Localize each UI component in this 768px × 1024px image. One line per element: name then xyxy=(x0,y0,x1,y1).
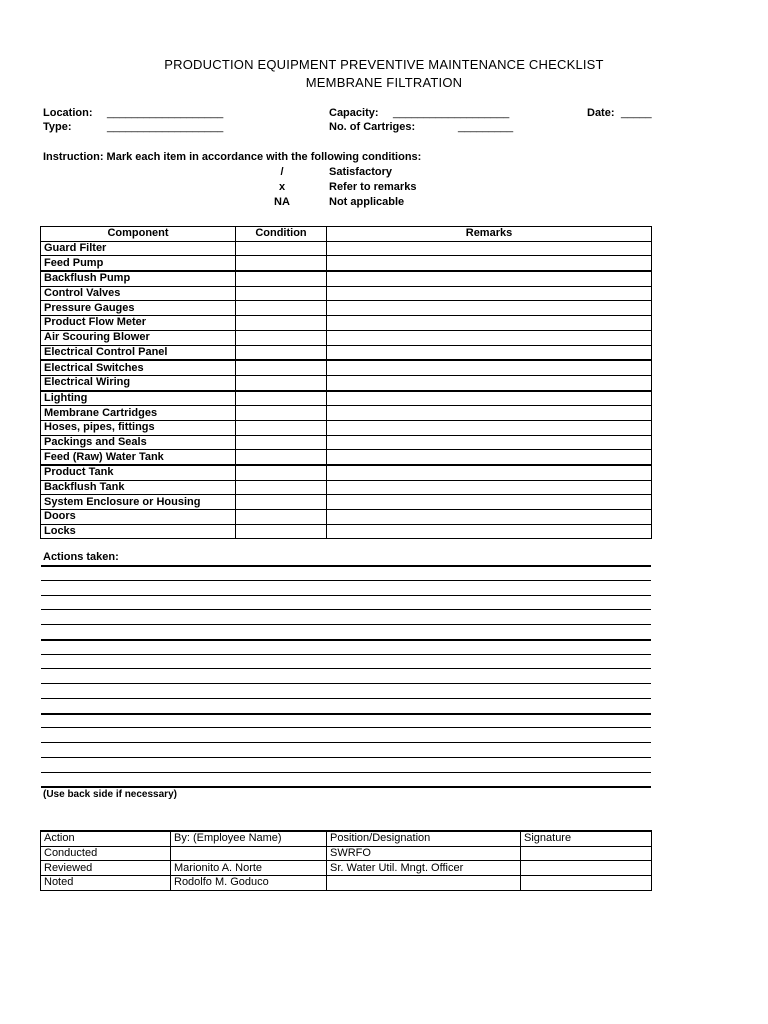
remarks-cell[interactable] xyxy=(327,391,652,406)
checklist-row xyxy=(41,435,652,450)
condition-cell[interactable] xyxy=(236,360,327,375)
condition-cell[interactable] xyxy=(236,391,327,406)
checklist-row xyxy=(41,360,652,375)
action-line xyxy=(41,609,651,610)
column-header-remarks: Remarks xyxy=(327,227,652,242)
component-name: Electrical Control Panel xyxy=(41,345,236,360)
capacity-field[interactable]: ___________________ xyxy=(393,107,510,119)
component-name: Pressure Gauges xyxy=(41,301,236,316)
checklist-row xyxy=(41,375,652,390)
remarks-cell[interactable] xyxy=(327,375,652,390)
action-line xyxy=(41,786,651,788)
remarks-cell[interactable] xyxy=(327,330,652,345)
component-name: Electrical Switches xyxy=(41,360,236,375)
remarks-cell[interactable] xyxy=(327,435,652,450)
signoff-position: Sr. Water Util. Mngt. Officer xyxy=(327,861,521,876)
condition-cell[interactable] xyxy=(236,465,327,480)
signoff-row xyxy=(41,846,652,861)
remarks-cell[interactable] xyxy=(327,360,652,375)
signoff-column-header: By: (Employee Name) xyxy=(171,831,327,846)
document-subtitle: MEMBRANE FILTRATION xyxy=(305,75,463,90)
condition-meaning: Refer to remarks xyxy=(329,181,417,193)
remarks-cell[interactable] xyxy=(327,495,652,510)
condition-symbol: / xyxy=(280,166,284,178)
component-name: Feed (Raw) Water Tank xyxy=(41,450,236,465)
component-name: Air Scouring Blower xyxy=(41,330,236,345)
signoff-action: Reviewed xyxy=(41,861,171,876)
remarks-cell[interactable] xyxy=(327,406,652,421)
checklist-row xyxy=(41,480,652,495)
condition-cell[interactable] xyxy=(236,271,327,286)
signoff-signature[interactable] xyxy=(521,876,652,891)
action-line xyxy=(41,727,651,728)
signoff-column-header: Action xyxy=(41,831,171,846)
signoff-header-row xyxy=(41,831,652,846)
condition-meaning: Satisfactory xyxy=(329,166,392,178)
action-line xyxy=(41,698,651,699)
action-line xyxy=(41,624,651,625)
condition-symbol: x xyxy=(278,181,286,193)
date-field[interactable]: _____ xyxy=(621,107,652,119)
cartriges-field[interactable]: _________ xyxy=(458,121,514,133)
component-name: Membrane Cartridges xyxy=(41,406,236,421)
component-name: Product Flow Meter xyxy=(41,316,236,331)
remarks-cell[interactable] xyxy=(327,510,652,525)
action-line xyxy=(41,639,651,641)
action-line xyxy=(41,757,651,758)
condition-cell[interactable] xyxy=(236,256,327,271)
column-header-component: Component xyxy=(41,227,236,242)
checklist-row xyxy=(41,524,652,539)
action-line xyxy=(41,742,651,743)
column-header-condition: Condition xyxy=(236,227,327,242)
instruction-text: Instruction: Mark each item in accordance with the following conditions: xyxy=(43,151,422,163)
remarks-cell[interactable] xyxy=(327,271,652,286)
condition-cell[interactable] xyxy=(236,406,327,421)
checklist-row xyxy=(41,316,652,331)
checklist-row xyxy=(41,301,652,316)
component-name: Electrical Wiring xyxy=(41,375,236,390)
document-title: PRODUCTION EQUIPMENT PREVENTIVE MAINTENANCE CHECKLIST xyxy=(164,57,604,72)
capacity-label: Capacity: xyxy=(329,107,379,119)
condition-cell[interactable] xyxy=(236,330,327,345)
condition-cell[interactable] xyxy=(236,286,327,301)
action-line xyxy=(41,668,651,669)
signoff-column-header: Signature xyxy=(521,831,652,846)
component-name: Packings and Seals xyxy=(41,435,236,450)
type-label: Type: xyxy=(43,121,72,133)
signoff-row xyxy=(41,861,652,876)
remarks-cell[interactable] xyxy=(327,256,652,271)
component-name: Doors xyxy=(41,510,236,525)
type-field[interactable]: ___________________ xyxy=(107,121,224,133)
condition-cell[interactable] xyxy=(236,301,327,316)
signoff-signature[interactable] xyxy=(521,846,652,861)
signoff-action: Conducted xyxy=(41,846,171,861)
component-name: Backflush Pump xyxy=(41,271,236,286)
checklist-header-row xyxy=(41,227,652,242)
condition-cell[interactable] xyxy=(236,480,327,495)
condition-cell[interactable] xyxy=(236,375,327,390)
cartriges-label: No. of Cartriges: xyxy=(329,121,416,133)
component-name: Lighting xyxy=(41,391,236,406)
action-line xyxy=(41,654,651,655)
checklist-row xyxy=(41,241,652,256)
action-line xyxy=(41,580,651,581)
signoff-employee-name: Rodolfo M. Goduco xyxy=(171,876,327,891)
signoff-action: Noted xyxy=(41,876,171,891)
action-line xyxy=(41,595,651,596)
checklist-row xyxy=(41,256,652,271)
checklist-row xyxy=(41,406,652,421)
condition-cell[interactable] xyxy=(236,241,327,256)
location-field[interactable]: ___________________ xyxy=(107,107,224,119)
component-name: Locks xyxy=(41,524,236,539)
signoff-signature[interactable] xyxy=(521,861,652,876)
checklist-row xyxy=(41,450,652,465)
remarks-cell[interactable] xyxy=(327,420,652,435)
remarks-cell[interactable] xyxy=(327,301,652,316)
condition-cell[interactable] xyxy=(236,316,327,331)
action-line xyxy=(41,683,651,684)
action-line xyxy=(41,565,651,567)
back-side-note: (Use back side if necessary) xyxy=(43,789,177,800)
component-name: Feed Pump xyxy=(41,256,236,271)
condition-cell[interactable] xyxy=(236,420,327,435)
remarks-cell[interactable] xyxy=(327,286,652,301)
signoff-employee-name: Marionito A. Norte xyxy=(171,861,327,876)
location-label: Location: xyxy=(43,107,93,119)
checklist-row xyxy=(41,271,652,286)
remarks-cell[interactable] xyxy=(327,316,652,331)
condition-symbol: NA xyxy=(274,196,290,208)
remarks-cell[interactable] xyxy=(327,241,652,256)
condition-cell[interactable] xyxy=(236,510,327,525)
remarks-cell[interactable] xyxy=(327,450,652,465)
condition-meaning: Not applicable xyxy=(329,196,405,208)
condition-cell[interactable] xyxy=(236,435,327,450)
action-line xyxy=(41,713,651,715)
remarks-cell[interactable] xyxy=(327,465,652,480)
checklist-row xyxy=(41,465,652,480)
component-name: Product Tank xyxy=(41,465,236,480)
remarks-cell[interactable] xyxy=(327,345,652,360)
component-name: Hoses, pipes, fittings xyxy=(41,420,236,435)
signoff-row xyxy=(41,876,652,891)
signoff-table xyxy=(40,830,652,891)
checklist-row xyxy=(41,330,652,345)
signoff-column-header: Position/Designation xyxy=(327,831,521,846)
checklist-row xyxy=(41,286,652,301)
component-name: System Enclosure or Housing xyxy=(41,495,236,510)
remarks-cell[interactable] xyxy=(327,480,652,495)
component-name: Backflush Tank xyxy=(41,480,236,495)
condition-cell[interactable] xyxy=(236,450,327,465)
checklist-row xyxy=(41,510,652,525)
checklist-row xyxy=(41,345,652,360)
checklist-table xyxy=(40,226,652,539)
signoff-position: SWRFO xyxy=(327,846,521,861)
condition-cell[interactable] xyxy=(236,345,327,360)
remarks-cell[interactable] xyxy=(327,524,652,539)
action-line xyxy=(41,772,651,773)
condition-cell[interactable] xyxy=(236,524,327,539)
condition-cell[interactable] xyxy=(236,495,327,510)
checklist-row xyxy=(41,495,652,510)
component-name: Control Valves xyxy=(41,286,236,301)
checklist-row xyxy=(41,420,652,435)
signoff-employee-name xyxy=(171,846,327,861)
date-label: Date: xyxy=(587,107,615,119)
signoff-position xyxy=(327,876,521,891)
checklist-row xyxy=(41,391,652,406)
component-name: Guard Filter xyxy=(41,241,236,256)
actions-taken-label: Actions taken: xyxy=(43,551,119,563)
